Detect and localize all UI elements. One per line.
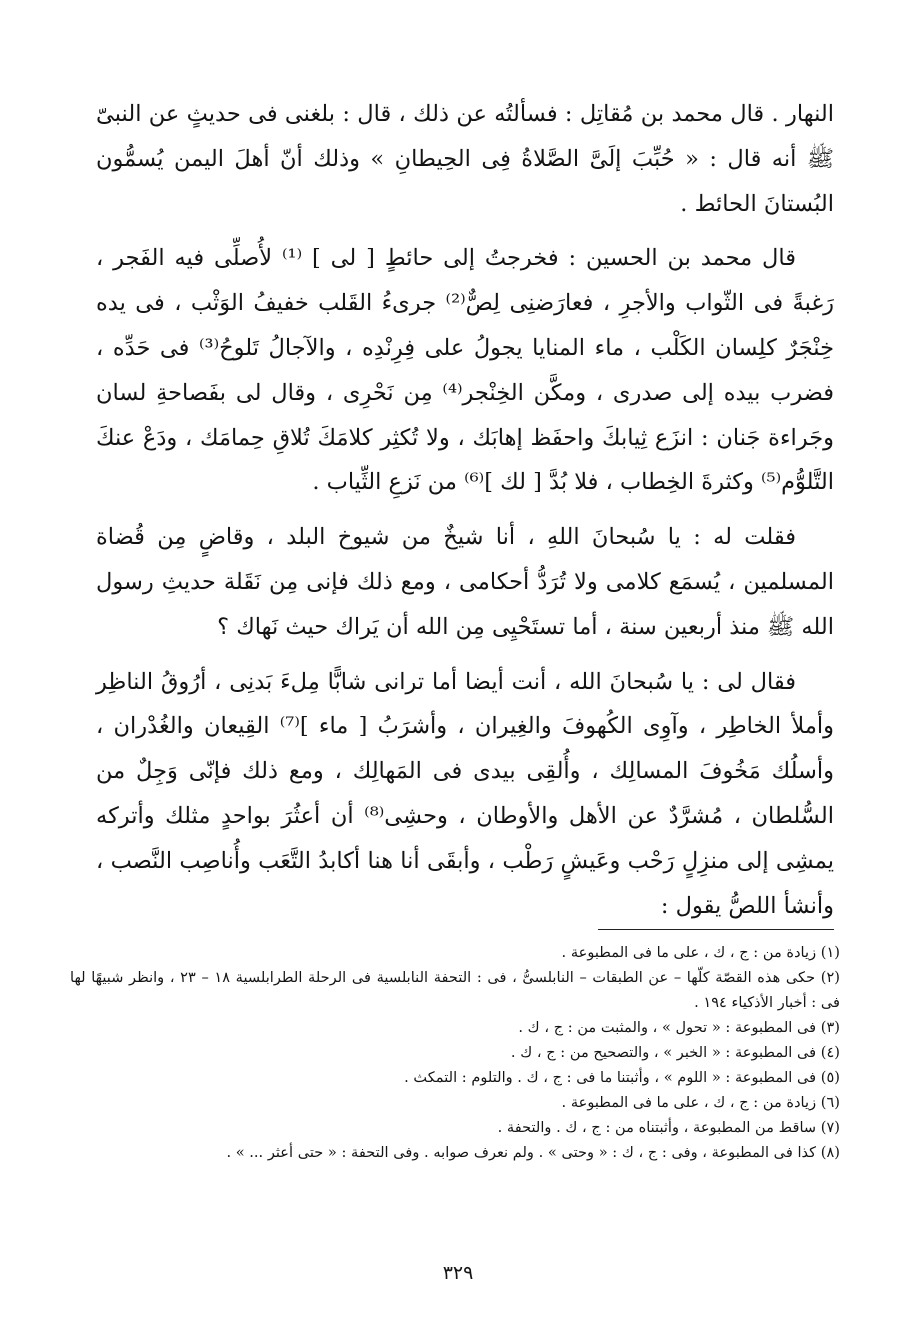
footnote-4: (٤) فى المطبوعة : « الخبر » ، والتصحيح من : ج ، ك .	[510, 1044, 840, 1061]
page-number: ٣٢٩	[442, 1262, 474, 1284]
paragraph-4: فقال لى : يا سُبحانَ الله ، أنت أيضا أما ترانى شابًّا مِلءَ بَدنِى ، أرُوقُ الناظِر وأملأ الخاطِر ، وآوِى الكُهوفَ والغِيران ، وأشرَبُ [ ماء ]⁽⁷⁾ القِيعان والغُدْران ، وأسلُك مَخُوفَ المسالِك ، وأُلقِى بيدى فى المَهالِك ، ومع ذلك فإنّى وَجِلٌ من السُّلطان ، مُشرَّدٌ عن الأهل والأوطان ، وحشِى⁽⁸⁾ أن أعثُرَ بواحدٍ مثلك وأتركه يمشِى إلى منزِلٍ رَحْب وعَيشٍ رَطْب ، وأبقَى أنا هنا أكابدُ التَّعَب وأُناصِب النَّصب ، وأنشأ اللصُّ يقول :	[96, 668, 834, 919]
footnote-2: (٢) حكى هذه القصّة كلّها – عن الطبقات – النابلسىُّ ، فى : التحفة النابلسية فى الرحلة الطرابلسية ١٨ – ٢٣ ، وانظر شبيهًا لها فى : أخبار الأذكياء ١٩٤ .	[70, 969, 840, 1011]
footnote-6: (٦) زيادة من : ج ، ك ، على ما فى المطبوعة .	[561, 1094, 840, 1111]
footnote-7: (٧) ساقط من المطبوعة ، وأثبتناه من : ج ، ك . والتحفة .	[497, 1119, 840, 1136]
paragraph-1: النهار . قال محمد بن مُقاتِل : فسألتُه عن ذلك ، قال : بلغنى فى حديثٍ عن النبىّ ﷺ أنه قال : « حُبِّبَ إلَىَّ الصَّلاةُ فِى الحِيطانِ » وذلك أنّ أهلَ اليمن يُسمُّون البُستانَ الحائط .	[96, 101, 834, 217]
paragraph-3: فقلت له : يا سُبحانَ اللهِ ، أنا شيخٌ من شيوخ البلد ، وقاضٍ مِن قُضاة المسلمين ، يُسمَع كلامى ولا تُرَدُّ أحكامى ، ومع ذلك فإنى مِن نَقَلة حديثِ رسول الله ﷺ منذ أربعين سنة ، أما تستَحْيِى مِن الله أن يَراك حيث نَهاك ؟	[96, 524, 834, 640]
footnote-3: (٣) فى المطبوعة : « تحول » ، والمثبت من : ج ، ك .	[518, 1019, 840, 1036]
footnote-5: (٥) فى المطبوعة : « اللوم » ، وأثبتنا ما فى : ج ، ك . والتلوم : التمكث .	[404, 1069, 840, 1086]
footnote-divider	[598, 929, 834, 930]
paragraph-2: قال محمد بن الحسين : فخرجتُ إلى حائطٍ [ لى ] ⁽¹⁾ لأُصلِّى فيه الفَجر ، رَغبةً فى الثّواب والأجرِ ، فعارَضنِى لِصٌّ⁽²⁾ جرىءُ القَلب خفيفُ الوَثْب ، فى يده خِنْجَرٌ كلِسان الكَلْب ، ماء المنايا يجولُ على فِرِنْدِه ، والآجالُ تَلوحُ⁽³⁾ فى حَدِّه ، فضرب بيده إلى صدرى ، ومكَّن الخِنْجر⁽⁴⁾ مِن نَحْرِى ، وقال لى بفَصاحةِ لسان وجَراءة جَنان : انزَع ثِيابكَ واحفَظ إهابَك ، ولا تُكثِر كلامَكَ تُلاقِ حِمامَك ، ودَعْ عنكَ التَّلوُّم⁽⁵⁾ وكثرةَ الخِطاب ، فلا بُدَّ [ لك ]⁽⁶⁾ من نَزعِ الثِّياب .	[96, 245, 835, 496]
footnote-1: (١) زيادة من : ج ، ك ، على ما فى المطبوعة .	[561, 944, 840, 961]
footnotes	[70, 940, 840, 1165]
footnote-8: (٨) كذا فى المطبوعة ، وفى : ج ، ك : « وحتى » . ولم نعرف صوابه . وفى التحفة : « حتى أعثر ... » .	[226, 1144, 840, 1161]
main-text	[96, 92, 834, 938]
